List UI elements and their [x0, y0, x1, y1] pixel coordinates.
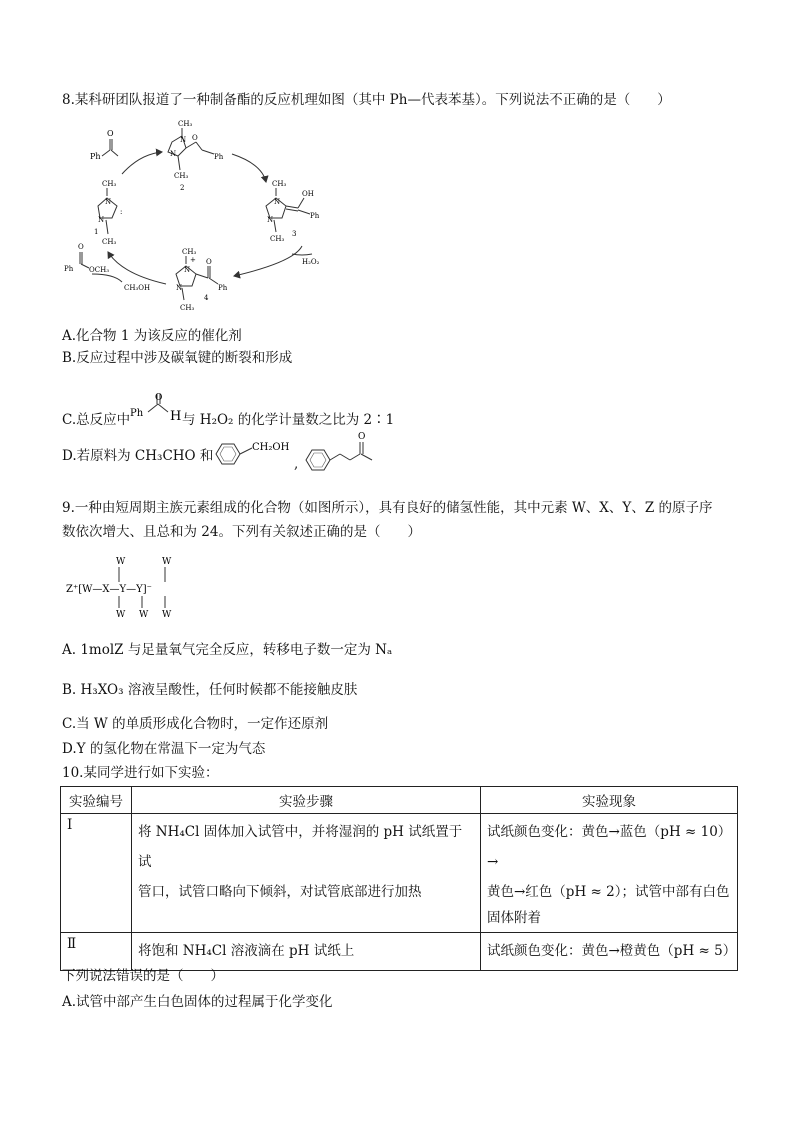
table-row [61, 814, 738, 933]
c-ph-label: Ph [130, 408, 144, 419]
z-bracket-formula: Z⁺[W—X—Y—Y]⁻ [66, 584, 152, 595]
o-label-2: O [192, 134, 198, 142]
row2-id [61, 933, 132, 971]
ch3-label-1b: CH₃ [102, 238, 117, 246]
ch3-label-3a: CH₃ [272, 180, 287, 188]
compound-1-structure [94, 180, 122, 246]
q8-option-c-prefix: C.总反应中 [62, 412, 131, 428]
q8-stem: 8.某科研团队报道了一种制备酯的反应机理如图（其中 Ph—代表苯基）。下列说法不正确的是（ ） [62, 92, 671, 108]
ph-label-3: Ph [310, 212, 320, 220]
row2-id-text: Ⅱ [67, 936, 77, 952]
n-label-3a: N [274, 198, 281, 206]
row1-step-line1: 将 NH₄Cl 固体加入试管中，并将湿润的 pH 试纸置于试 [138, 824, 463, 870]
n-label-4a: N [184, 266, 191, 274]
benzaldehyde-inline-structure [130, 390, 184, 430]
ch2oh-label: CH₂OH [252, 442, 290, 453]
w-top-x: W [116, 557, 126, 567]
header-id: 实验编号 [61, 787, 132, 814]
ch3oh-reagent: CH₃OH [124, 284, 151, 292]
experiment-table [60, 786, 738, 971]
row1-step-line2: 管口，试管口略向下倾斜，对试管底部进行加热 [138, 884, 422, 900]
q10-after-text: 下列说法错误的是（ ） [62, 968, 224, 984]
row1-observations [481, 814, 738, 933]
o-label-1: O [107, 129, 114, 138]
ch3-label-4b: CH₃ [180, 304, 195, 312]
acetate-o-label: O [358, 432, 366, 442]
row1-obs-line3: 固体附着 [487, 910, 541, 926]
och3-label: OCH₃ [89, 266, 110, 274]
row1-obs-line2: 黄色→红色（pH ≈ 2）；试管中部有白色 [487, 884, 730, 900]
q8-option-d-prefix: D.若原料为 CH₃CHO 和 [62, 448, 214, 464]
q8-option-c-suffix: 与 H₂O₂ 的化学计量数之比为 2∶1 [182, 412, 395, 428]
n-label-1b: N [98, 216, 105, 224]
compound-3-number: 3 [292, 230, 297, 238]
q9-option-c[interactable]: C.当 W 的单质形成化合物时，一定作还原剂 [62, 716, 329, 732]
header-observations: 实验现象 [481, 787, 738, 814]
q10-option-a[interactable]: A.试管中部产生白色固体的过程属于化学变化 [62, 994, 333, 1010]
o-label-4: O [206, 258, 212, 266]
n-label-4b: N [176, 284, 183, 292]
w-bottom-y1: W [139, 610, 149, 620]
ph-label-2: Ph [214, 153, 224, 161]
carbene-colon: : [120, 208, 123, 216]
n-label-3b: N [267, 216, 274, 224]
arrow-3-to-4 [234, 246, 302, 276]
row2-observations [481, 933, 738, 971]
o-label-ester: O [78, 243, 84, 251]
header-steps: 实验步骤 [132, 787, 481, 814]
q8-option-a[interactable]: A.化合物 1 为该反应的催化剂 [62, 328, 242, 344]
n-label-1a: N [105, 198, 112, 206]
q8-option-d-comma: , [294, 456, 299, 472]
ester-release [92, 274, 122, 282]
ch3-label-1a: CH₃ [102, 180, 117, 188]
cation-plus: + [190, 256, 196, 264]
h2o2-reagent: H₂O₂ [302, 258, 320, 266]
compound-4-number: 4 [204, 294, 209, 302]
compound-2-number: 2 [180, 184, 185, 192]
ch3-label-3b: CH₃ [270, 235, 285, 243]
benzyl-alcohol-structure [208, 436, 292, 470]
compound-4-structure [176, 248, 228, 312]
row1-id [61, 814, 132, 933]
q9-stem-line2: 数依次增大、且总和为 24。下列有关叙述正确的是（ ） [62, 524, 421, 540]
oh-label-3: OH [302, 190, 314, 198]
arrow-4-to-1 [108, 252, 166, 284]
q8-option-b[interactable]: B.反应过程中涉及碳氧键的断裂和形成 [62, 350, 293, 366]
w-bottom-x: W [116, 610, 126, 620]
row2-steps [132, 933, 481, 971]
q9-option-b[interactable]: B. H₃XO₃ 溶液呈酸性，任何时候都不能接触皮肤 [62, 682, 358, 698]
q9-stem-line1: 9.一种由短周期主族元素组成的化合物（如图所示），具有良好的储氢性能，其中元素 W、X、Y、Z 的原子序 [62, 500, 713, 516]
ph-label-4: Ph [218, 284, 228, 292]
row2-obs-line1: 试纸颜色变化：黄色→橙黄色（pH ≈ 5） [487, 943, 737, 959]
q9-option-a[interactable]: A. 1molZ 与足量氧气完全反应，转移电子数一定为 Nₐ [62, 642, 393, 658]
ch3-label-2b: CH₃ [174, 172, 189, 180]
h2o2-entry [292, 254, 312, 255]
table-header-row [61, 787, 738, 814]
c-o-label: O [155, 393, 163, 403]
arrow-1-to-2 [122, 152, 162, 174]
ch3-label-4a: CH₃ [182, 248, 197, 256]
ph-label-ester: Ph [64, 265, 74, 273]
compound-3-structure [266, 180, 320, 243]
benzaldehyde-structure [90, 129, 118, 161]
ch3-label-2a: CH₃ [178, 120, 193, 128]
n-label-2a: N [180, 136, 187, 144]
ph-label-1: Ph [90, 152, 101, 161]
q9-compound-formula [66, 554, 206, 620]
q10-stem: 10.某同学进行如下实验： [62, 765, 219, 781]
row1-steps [132, 814, 481, 933]
row1-obs-line1: 试纸颜色变化：黄色→蓝色（pH ≈ 10）→ [487, 824, 725, 870]
table-row [61, 933, 738, 971]
benzyl-acetate-structure [302, 430, 392, 474]
c-h-label: H [170, 409, 182, 424]
n-label-2b: N [170, 150, 177, 158]
row2-step-line1: 将饱和 NH₄Cl 溶液滴在 pH 试纸上 [138, 943, 355, 959]
q8-mechanism-diagram [62, 114, 362, 320]
w-bottom-y2: W [162, 610, 172, 620]
arrow-2-to-3 [232, 154, 266, 182]
row1-id-text: Ⅰ [67, 817, 73, 833]
compound-1-number: 1 [94, 228, 99, 236]
w-top-y2: W [162, 557, 172, 567]
methyl-benzoate-structure [64, 243, 109, 274]
compound-2-structure [168, 120, 224, 192]
q9-option-d[interactable]: D.Y 的氢化物在常温下一定为气态 [62, 741, 266, 757]
